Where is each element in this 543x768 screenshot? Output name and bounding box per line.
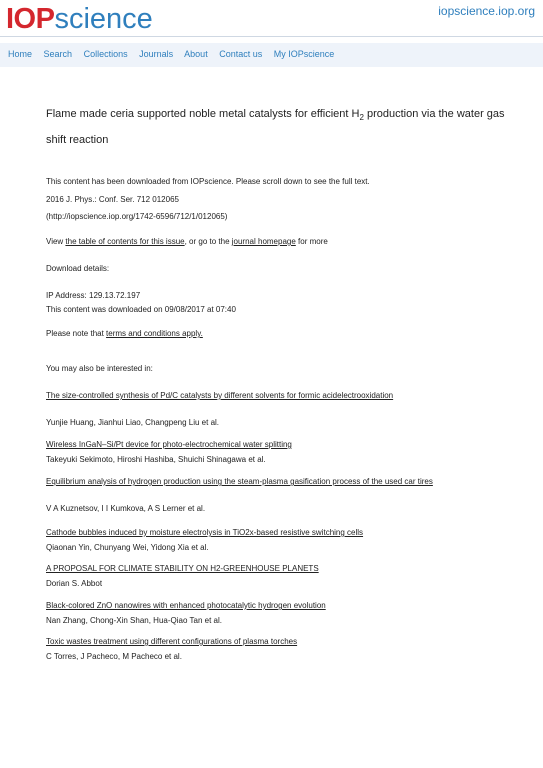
nav-contact-us[interactable]: Contact us (219, 49, 263, 59)
related-article-authors: Yunjie Huang, Jianhui Liao, Changpeng Liu et al. (46, 418, 220, 427)
nav-my-iopscience[interactable]: My IOPscience (273, 49, 335, 59)
journal-homepage-link[interactable]: journal homepage (231, 237, 296, 246)
title-subscript: 2 (359, 113, 364, 123)
article-title (46, 103, 506, 152)
article-url: (http://iopscience.iop.org/1742-6596/712/1/012065) (46, 212, 228, 221)
downloaded-on: This content was downloaded on 09/08/2017 at 07:40 (46, 305, 236, 314)
title-part-2: production via the water gas shift reaction (46, 108, 505, 147)
related-article-title[interactable]: The size-controlled synthesis of Pd/C catalysts by different solvents for formic acidelectrooxidation (46, 391, 394, 400)
logo-science-text: science (54, 3, 153, 35)
toc-link[interactable]: the table of contents for this issue (65, 237, 185, 246)
title-part-1: Flame made ceria supported noble metal catalysts for efficient H (46, 108, 360, 120)
view-mid: , or go to the (184, 237, 232, 246)
header-divider (0, 36, 543, 37)
nav-search[interactable]: Search (43, 49, 73, 59)
download-details-label: Download details: (46, 264, 110, 273)
related-article-title[interactable]: Equilibrium analysis of hydrogen production using the steam-plasma gasification process of the used car tires (46, 477, 433, 486)
related-article-title[interactable]: Black-colored ZnO nanowires with enhanced photocatalytic hydrogen evolution (46, 601, 326, 610)
related-article-authors: Nan Zhang, Chong-Xin Shan, Hua-Qiao Tan et al. (46, 616, 222, 625)
related-article-title[interactable]: Wireless InGaN–Si/Pt device for photo-electrochemical water splitting (46, 440, 292, 449)
related-article-authors: Qiaonan Yin, Chunyang Wei, Yidong Xia et al. (46, 543, 209, 552)
nav-home[interactable]: Home (8, 49, 33, 59)
related-article-authors: V A Kuznetsov, I I Kumkova, A S Lerner et al. (46, 504, 206, 513)
top-navigation (8, 49, 343, 59)
related-article-title[interactable]: Cathode bubbles induced by moisture electrolysis in TiO2x-based resistive switching cells (46, 528, 364, 537)
citation: 2016 J. Phys.: Conf. Ser. 712 012065 (46, 195, 179, 204)
nav-journals[interactable]: Journals (139, 49, 174, 59)
site-url-link[interactable]: iopscience.iop.org (438, 4, 535, 18)
ip-address: IP Address: 129.13.72.197 (46, 291, 141, 300)
nav-about[interactable]: About (184, 49, 208, 59)
nav-collections[interactable]: Collections (83, 49, 128, 59)
terms-link[interactable]: terms and conditions apply. (106, 329, 203, 338)
related-article-authors: C Torres, J Pacheco, M Pacheco et al. (46, 652, 182, 661)
logo-iop-text: IOP (6, 3, 55, 35)
related-article-title[interactable]: Toxic wastes treatment using different configurations of plasma torches (46, 637, 298, 646)
downloaded-note: This content has been downloaded from IOPscience. Please scroll down to see the full text. (46, 177, 370, 186)
iopscience-logo[interactable] (6, 2, 153, 36)
terms-line (46, 328, 203, 339)
view-suffix: for more (295, 237, 328, 246)
view-line (46, 236, 328, 247)
view-prefix: View (46, 237, 66, 246)
related-article-title[interactable]: A PROPOSAL FOR CLIMATE STABILITY ON H2-GREENHOUSE PLANETS (46, 564, 319, 573)
terms-prefix: Please note that (46, 329, 107, 338)
also-interested-label: You may also be interested in: (46, 364, 153, 373)
related-article-authors: Takeyuki Sekimoto, Hiroshi Hashiba, Shuichi Shinagawa et al. (46, 455, 266, 464)
related-article-authors: Dorian S. Abbot (46, 579, 103, 588)
